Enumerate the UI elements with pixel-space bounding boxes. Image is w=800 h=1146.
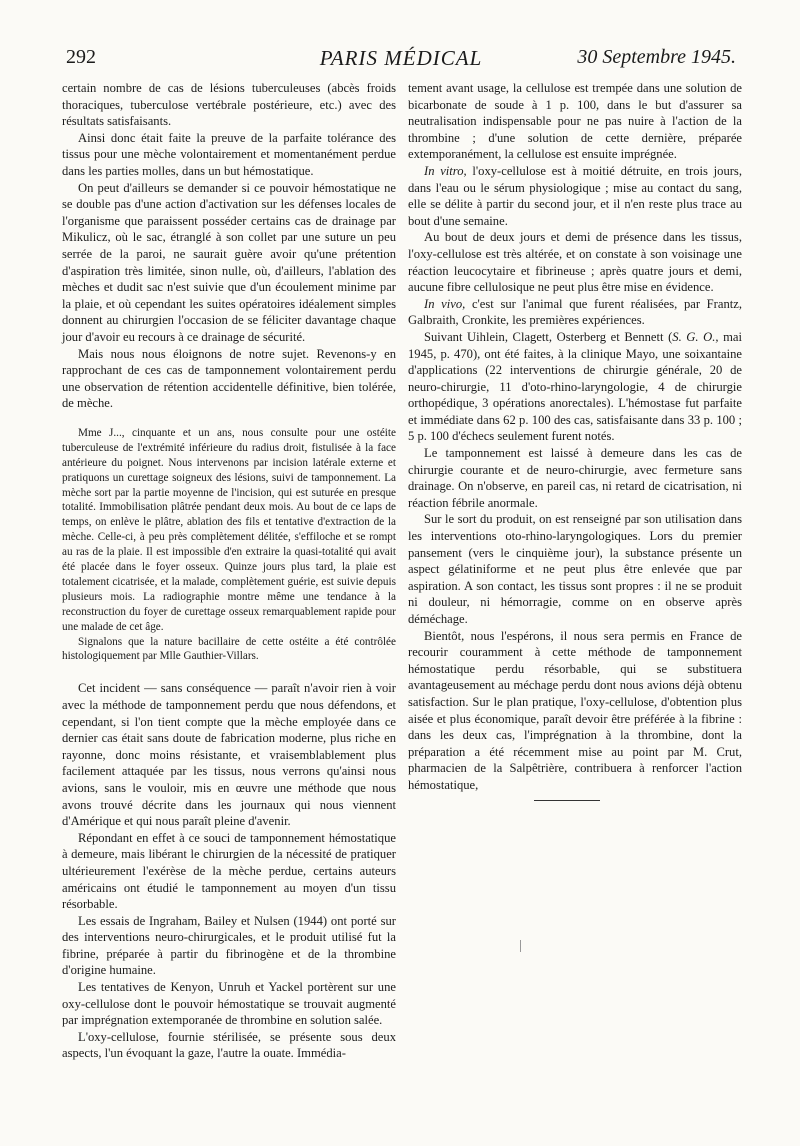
paragraph-text: c'est sur l'animal que furent réalisées, par Frantz, Galbraith, Cronkite, les premières expériences. — [408, 296, 743, 328]
running-header — [66, 46, 736, 78]
end-rule — [534, 800, 600, 801]
paragraph: Au bout de deux jours et demi de présence dans les tissus, l'oxy-cellulose est très altérée, et on constate à son voisinage une réaction leucocytaire et fibrineuse ; après quatre jours et demi, aucune fibre cellulosique ne peut plus être mise en évidence. — [408, 230, 742, 295]
italic-term: In vitro, — [424, 163, 467, 178]
paragraph: Répondant en effet à ce souci de tamponnement hémostatique à demeure, mais libérant le chirurgien de la nécessité de pratiquer ultérieurement l'exérèse de la mèche perdue, certains auteurs américains ont étudié le tamponnement au moyen d'un tissu résorbable. — [62, 830, 396, 912]
right-column — [408, 80, 742, 794]
paragraph: Les essais de Ingraham, Bailey et Nulsen (1944) ont porté sur des interventions neuro-chirurgicales, et le produit utilisé fut la fibrine, préparée à partir du fibrinogène et de la thrombine d'origine humaine. — [62, 913, 396, 978]
observation-paragraph: Mme J..., cinquante et un ans, nous consulte pour une ostéite tuberculeuse de l'extrémité inférieure du radius droit, fistulisée à la face antérieure du poignet. Nous intervenons par incision latérale externe et pratiquons un curettage soigneux des lésions, suivi de tamponnement. La mèche sort par la partie moyenne de l'incision, qui est suturée en presque totalité. Immobilisation plâtrée pendant deux mois. Au bout de ce laps de temps, on enlève le plâtre, ablation des fils et tentative d'extraction de la mèche. Celle-ci, à peu près complètement délitée, s'effiloche et se rompt au ras de la plaie. Il est impossible d'en extraire la quasi-totalité qui avait été placée dans le foyer osseux. Quinze jours plus tard, la plaie est totalement cicatrisée, et la malade, complètement guérie, est suivie depuis plusieurs mois. La radiographie montre même une tendance à la reconstruction du foyer de curettage osseux remarquablement rapide pour une malade de cet âge. — [62, 426, 396, 633]
paragraph: Sur le sort du produit, on est renseigné par son utilisation dans les interventions oto-rhino-laryngologiques. Lors du premier pansement (vers le cinquième jour), la substance présente un aspect gélatiniforme et ne peut plus être enlevée que par aspiration. A son contact, les tissus sont propres : il ne se produit ni douleur, ni hémorragie, comme on en observe après déméchage. — [408, 512, 742, 626]
paragraph: Le tamponnement est laissé à demeure dans les cas de chirurgie courante et de neuro-chirurgie, avec fermeture sans drainage. On n'observe, en pareil cas, ni retard de cicatrisation, ni réaction fébrile anormale. — [408, 446, 742, 510]
paragraph-text: mai 1945, p. 470), ont été faites, à la clinique Mayo, une soixantaine d'applications (22 interventions de chirurgie générale, 20 de neuro-chirurgie, 11 d'oto-rhino-laryngologie, 4 de chirurgie orthopédique, 3 opérations anorectales). L'hémostase fut parfaite et immédiate dans 62 p. 100 des cas, satisfaisante dans 33 p. 100 ; 5 p. 100 d'échecs seulement furent notés. — [408, 329, 742, 444]
issue-date: 30 Septembre 1945. — [577, 46, 736, 68]
paragraph: Ainsi donc était faite la preuve de la parfaite tolérance des tissus pour une mèche volontairement et momentanément perdue dans les parties molles, dans un but hémostatique. — [62, 130, 396, 178]
journal-title: PARIS MÉDICAL — [319, 46, 483, 70]
paragraph-text: Suivant Uihlein, Clagett, Osterberg et Bennett ( — [424, 329, 673, 344]
paragraph: Cet incident — sans conséquence — paraît n'avoir rien à voir avec la méthode de tamponnement perdu que nous défendons, et cependant, si l'on tient compte que la mèche employée dans ce dernier cas était sans doute de fabrication moderne, plus riche en rayonne, donc moins résistante, et vraisemblablement plus facilement attaquée par les tissus, nous verrons qu'ainsi nous avions, sans le vouloir, mis en œuvre une méthode que nous avons trouvé décrite dans les journaux qui nous viennent d'Amérique et qui nous paraît pleine d'avenir. — [62, 681, 396, 829]
observation-paragraph: Signalons que la nature bacillaire de cette ostéite a été contrôlée histologiquement par Mlle Gauthier-Villars. — [62, 635, 396, 663]
page-number: 292 — [66, 46, 96, 68]
paragraph — [408, 296, 742, 329]
case-observation — [62, 426, 396, 665]
paragraph — [408, 163, 742, 229]
paragraph: Bientôt, nous l'espérons, il nous sera permis en France de recourir couramment à cette méthode de tamponnement hémostatique perdu résorbable, qui se substituera avantageusement au méchage perdu dont nous avions déjà obtenu satisfaction. Sur le plan pratique, l'oxy-cellulose, d'obtention plus aisée et plus économique, paraît devoir être préférée à la fibrine : dans les deux cas, l'imprégnation à la thrombine, dont la préparation a été récemment mise au point par M. Crut, pharmacien de la Salpêtrière, contribuera à renforcer l'action hémostatique, — [408, 628, 742, 792]
paragraph — [408, 329, 742, 445]
journal-abbrev: S. G. O., — [672, 329, 719, 344]
paragraph: Les tentatives de Kenyon, Unruh et Yackel portèrent sur une oxy-cellulose dont le pouvoir hémostatique se trouvait augmenté par imprégnation extemporanée de thrombine en solution salée. — [62, 980, 396, 1028]
scan-mark — [520, 940, 527, 952]
paragraph: certain nombre de cas de lésions tuberculeuses (abcès froids thoraciques, tuberculose vertébrale postérieure, etc.) avec des résultats satisfaisants. — [62, 81, 396, 129]
paragraph: Mais nous nous éloignons de notre sujet. Revenons-y en rapprochant de ces cas de tamponnement volontairement perdu une observation de rétention accidentelle définitive, bien tolérée, de mèche. — [62, 346, 396, 411]
paragraph: tement avant usage, la cellulose est trempée dans une solution de bicarbonate de soude à 1 p. 100, dans le but d'assurer sa neutralisation indispensable pour ne pas nuire à l'action de la thrombine ; d'une solution de cette dernière, préparée extemporanément, la cellulose est ensuite imprégnée. — [408, 81, 742, 162]
paragraph-text: l'oxy-cellulose est à moitié détruite, en trois jours, dans l'eau ou le sérum physiologique ; mise au contact du sang, elle se délite à partir du second jour, et il n'en reste plus trace au bout d'une semaine. — [408, 163, 742, 228]
paragraph: L'oxy-cellulose, fournie stérilisée, se présente sous deux aspects, l'un évoquant la gaze, l'autre la ouate. Immédia- — [62, 1029, 396, 1061]
paragraph: On peut d'ailleurs se demander si ce pouvoir hémostatique ne se double pas d'une action d'activation sur les défenses locales de l'organisme que paraissent posséder certains cas de drainage par Mikulicz, où le sac, étranglé à son collet par une suture un peu serrée de la paroi, ne saurait guère avoir qu'une prétention d'aspiration très limitée, sinon nulle, où, d'ailleurs, l'ablation des mèches et dudit sac n'est suivie que d'un écoulement minime par la plaie, et où cependant les suites opératoires idéalement simples donnent au chirurgien l'occasion de se féliciter davantage chaque jour d'avoir eu recours à ce drainage de sécurité. — [62, 180, 396, 344]
left-column — [62, 80, 396, 1062]
italic-term: In vivo, — [424, 296, 466, 311]
